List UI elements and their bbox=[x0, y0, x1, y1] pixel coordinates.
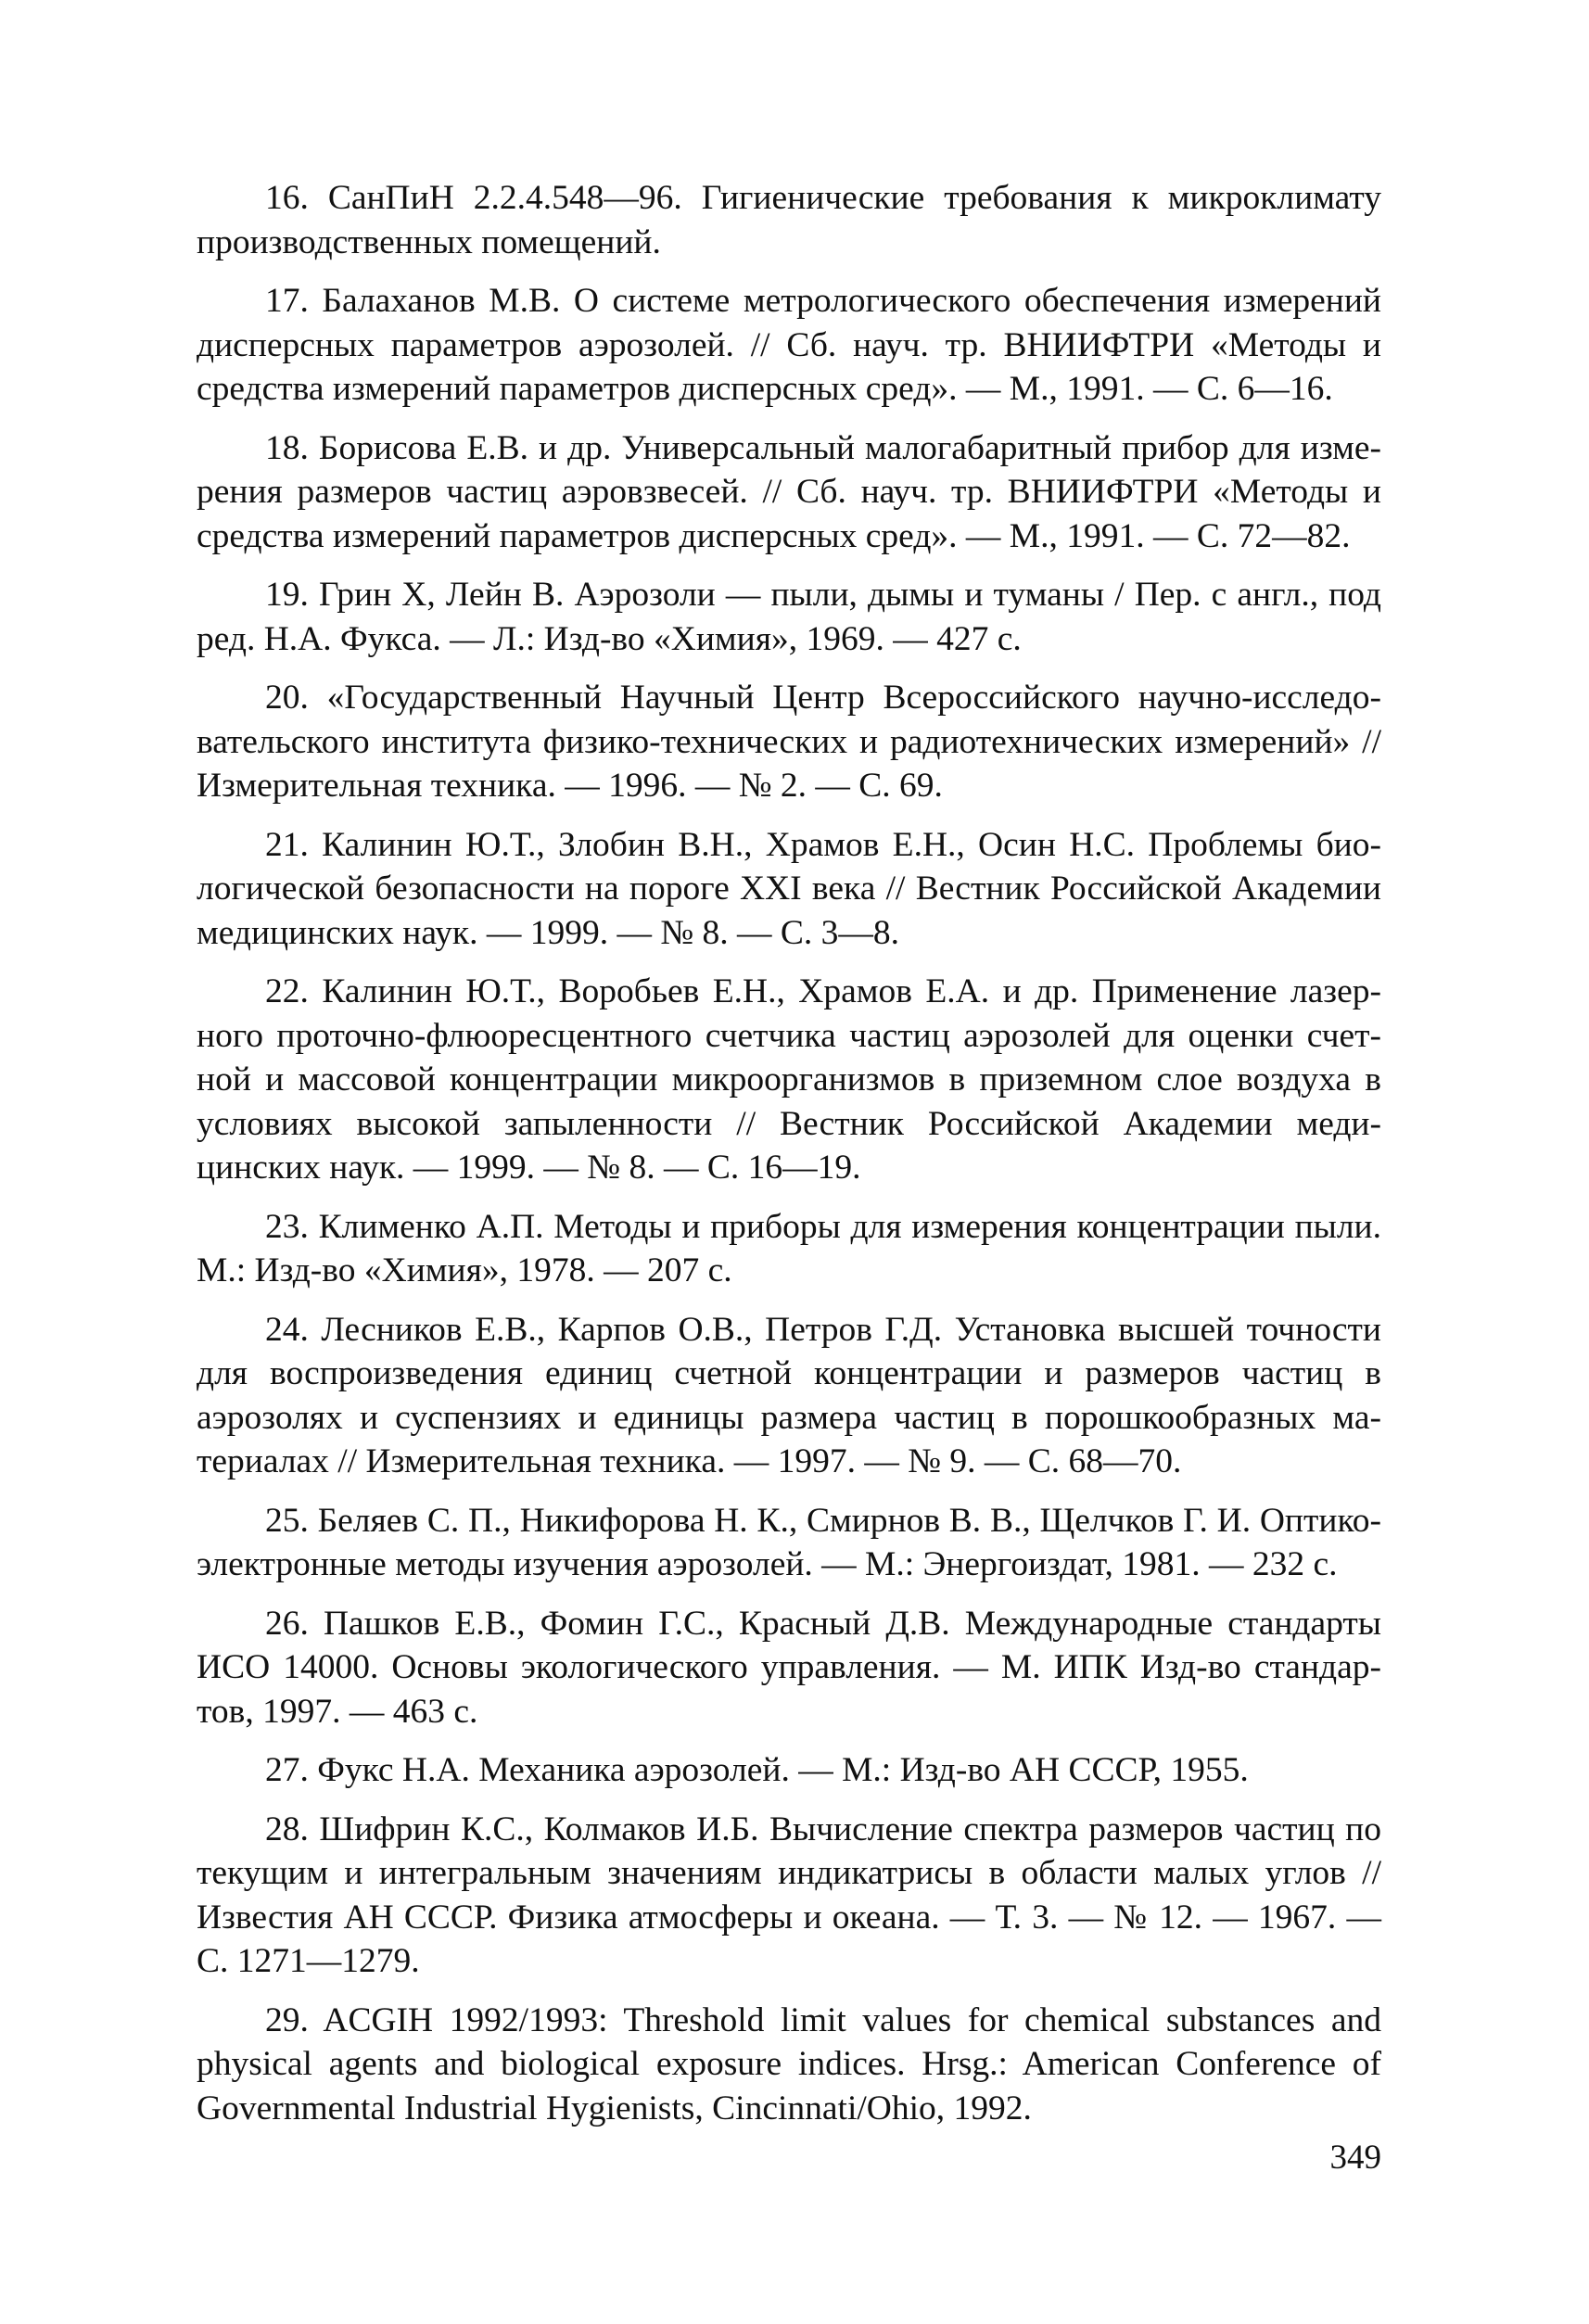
reference-list bbox=[197, 176, 1381, 2145]
reference-item-17: 17. Балаханов М.В. О системе метрологического обеспечения измерений дисперсных параметров аэрозолей. // Сб. науч. тр. ВНИИФТРИ «Методы и средства измерений параметров дисперсных сред». — М., 1991. — С. 6—16. bbox=[197, 282, 1381, 408]
reference-item-16: 16. СанПиН 2.2.4.548—96. Гигиенические требования к микроклимату производственных помещений. bbox=[197, 179, 1381, 261]
reference-item-22: 22. Калинин Ю.Т., Воробьев Е.Н., Храмов Е.А. и др. Применение лазерного проточно-флюоресцентного счетчика частиц аэрозолей для оценки счетной и массовой концентрации микроорганизмов в приземном слое воздуха в условиях высокой запыленности // Вестник Российской Академии медицинских наук. — 1999. — № 8. — С. 16—19. bbox=[197, 972, 1381, 1187]
reference-item-25: 25. Беляев С. П., Никифорова Н. К., Смирнов В. В., Щелчков Г. И. Оптико-электронные методы изучения аэрозолей. — М.: Энергоиздат, 1981. — 232 с. bbox=[197, 1501, 1381, 1583]
reference-item-29: 29. ACGIH 1992/1993: Threshold limit values for chemical substances and physical agents and biological exposure indices. Hrsg.: American Conference of Governmental Industrial Hygienists, Cincinnati/Ohio, 1992. bbox=[197, 2000, 1381, 2127]
page-number: 349 bbox=[1329, 2139, 1381, 2177]
reference-item-21: 21. Калинин Ю.Т., Злобин В.Н., Храмов Е.Н., Осин Н.С. Проблемы биологической безопасности на пороге XXI века // Вестник Российской Академии медицинских наук. — 1999. — № 8. — С. 3—8. bbox=[197, 825, 1381, 952]
reference-item-26: 26. Пашков Е.В., Фомин Г.С., Красный Д.В. Международные стандарты ИСО 14000. Основы экологического управления. — М. ИПК Изд-во стандартов, 1997. — 463 с. bbox=[197, 1604, 1381, 1731]
reference-item-23: 23. Клименко А.П. Методы и приборы для измерения концентрации пыли. М.: Изд-во «Химия», 1978. — 207 с. bbox=[197, 1207, 1381, 1289]
reference-item-20: 20. «Государственный Научный Центр Всероссийского научно-исследовательского института физико-технических и радиотехнических измерений» // Измерительная техника. — 1996. — № 2. — С. 69. bbox=[197, 679, 1381, 805]
reference-item-28: 28. Шифрин К.С., Колмаков И.Б. Вычисление спектра размеров частиц по текущим и интегральным значениям индикатрисы в области малых углов // Известия АН СССР. Физика атмосферы и океана. — Т. 3. — № 12. — 1967. — С. 1271—1279. bbox=[197, 1810, 1381, 1980]
reference-item-24: 24. Лесников Е.В., Карпов О.В., Петров Г.Д. Установка высшей точности для воспроизведения единиц счетной концентрации и размеров частиц в аэрозолях и суспензиях и единицы размера частиц в порошкообразных материалах // Измерительная техника. — 1997. — № 9. — С. 68—70. bbox=[197, 1310, 1381, 1480]
reference-item-19: 19. Грин Х, Лейн В. Аэрозоли — пыли, дымы и туманы / Пер. с англ., под ред. Н.А. Фукса. — Л.: Изд-во «Химия», 1969. — 427 с. bbox=[197, 576, 1381, 658]
reference-item-18: 18. Борисова Е.В. и др. Универсальный малогабаритный прибор для измерения размеров частиц аэровзвесей. // Сб. науч. тр. ВНИИФТРИ «Методы и средства измерений параметров дисперсных сред». — М., 1991. — С. 72—82. bbox=[197, 428, 1381, 555]
reference-item-27: 27. Фукс Н.А. Механика аэрозолей. — М.: Изд-во АН СССР, 1955. bbox=[265, 1751, 1249, 1789]
